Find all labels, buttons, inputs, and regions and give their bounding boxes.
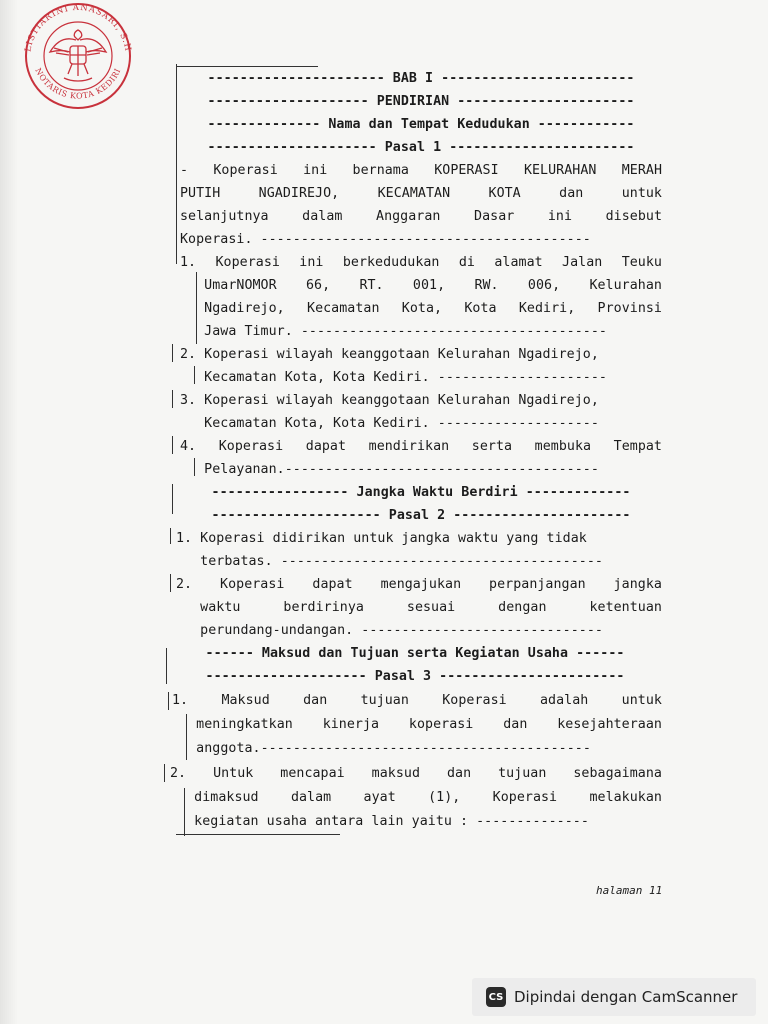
pasal1-item3-line: 3. Koperasi wilayah keanggotaan Kelurahan Ngadirejo,	[180, 393, 599, 408]
intro-line	[180, 208, 662, 226]
word: KECAMATAN	[377, 186, 451, 201]
word: kesejahteraan	[557, 717, 662, 732]
word: Kelurahan	[589, 278, 662, 293]
word: MERAH	[621, 163, 662, 178]
pasal1-item1-line	[180, 254, 662, 272]
page-number: halaman 11	[596, 884, 663, 897]
word: adalah	[540, 693, 589, 708]
pasal1-item4-line	[180, 438, 662, 456]
pasal1-item1-line	[180, 300, 662, 318]
margin-line	[176, 64, 177, 264]
word: KELURAHAN	[523, 163, 597, 178]
word: Maksud	[221, 693, 270, 708]
word: UmarNOMOR	[180, 278, 277, 293]
word: ini	[299, 255, 324, 270]
word: mendirikan	[368, 439, 450, 454]
word: 2.	[170, 766, 187, 781]
word: tujuan	[360, 693, 409, 708]
word: RT.	[359, 278, 384, 293]
camscanner-label: Dipindai dengan CamScanner	[514, 988, 738, 1006]
word: Dasar	[474, 209, 515, 224]
word: dengan	[498, 600, 547, 615]
frame-top-line	[176, 66, 318, 67]
word: dalam	[290, 790, 332, 805]
word: membuka	[534, 439, 592, 454]
pasal1-item4-line: Pelayanan.---------------------------------------	[180, 462, 599, 477]
word: Tempat	[613, 439, 662, 454]
garuda-emblem-icon	[50, 30, 106, 81]
pasal3-item2-line	[170, 789, 662, 807]
pasal2-item2-line	[176, 576, 662, 594]
pasal-3-heading: -------------------- Pasal 3 -----------------------	[205, 669, 625, 684]
word: Jalan	[562, 255, 603, 270]
word: Koperasi	[218, 439, 284, 454]
pasal1-item1-line: Jawa Timur. --------------------------------------	[180, 324, 607, 339]
word: Koperasi	[442, 693, 507, 708]
camscanner-badge	[472, 978, 756, 1016]
word: -	[180, 163, 189, 178]
word: di	[458, 255, 475, 270]
pasal3-item1-line	[172, 692, 662, 710]
word: 4.	[180, 439, 197, 454]
word: Teuku	[621, 255, 662, 270]
frame-bottom-line	[176, 834, 340, 835]
pasal-2-heading: --------------------- Pasal 2 ----------------------	[211, 508, 631, 523]
word: Koperasi	[220, 577, 285, 592]
section3-heading: ------ Maksud dan Tujuan serta Kegiatan Usaha ------	[205, 646, 625, 661]
pasal3-item1-line	[172, 716, 662, 734]
word: Koperasi	[492, 790, 558, 805]
stamp-bottom-text: NOTARIS KOTA KEDIRI	[33, 66, 123, 101]
scan-edge-shadow	[0, 0, 18, 1024]
word: dimaksud	[170, 790, 259, 805]
margin-line	[164, 764, 165, 782]
word: tujuan	[498, 766, 547, 781]
intro-line	[180, 185, 662, 203]
word: dapat	[305, 439, 347, 454]
word: untuk	[621, 693, 662, 708]
pasal-1-heading: --------------------- Pasal 1 -----------------------	[207, 140, 635, 155]
word: perpanjangan	[489, 577, 586, 592]
word: dan	[559, 186, 584, 201]
word: jangka	[613, 577, 662, 592]
margin-line	[172, 436, 173, 454]
word: KOTA	[488, 186, 521, 201]
bab-heading: ---------------------- BAB I ------------------------	[207, 71, 635, 86]
word: Provinsi	[597, 301, 662, 316]
word: dan	[446, 766, 472, 781]
word: disebut	[605, 209, 662, 224]
word: serta	[471, 439, 513, 454]
word: sesuai	[406, 600, 456, 615]
word: mencapai	[280, 766, 345, 781]
margin-line	[172, 344, 173, 362]
word: 006,	[527, 278, 561, 293]
margin-line	[170, 574, 171, 592]
word: Untuk	[213, 766, 254, 781]
word: 1.	[172, 693, 189, 708]
pendirian-heading: -------------------- PENDIRIAN ----------------------	[207, 94, 635, 109]
word: 2.	[176, 577, 193, 592]
word: Koperasi	[213, 163, 278, 178]
word: ini	[303, 163, 328, 178]
word: mengajukan	[380, 577, 462, 592]
pasal3-item1-line: anggota.-----------------------------------------	[172, 741, 591, 756]
pasal3-item2-line: kegiatan usaha antara lain yaitu : --------------	[170, 814, 589, 829]
pasal2-item1-line: terbatas. ----------------------------------------	[176, 554, 603, 569]
word: NGADIREJO,	[258, 186, 340, 201]
notary-stamp	[16, 0, 140, 112]
word: sebagaimana	[573, 766, 662, 781]
margin-line	[168, 692, 169, 710]
word: ini	[547, 209, 573, 224]
word: 1.	[180, 255, 197, 270]
word: RW.	[474, 278, 499, 293]
cs-logo-icon: CS	[486, 987, 506, 1007]
word: berdirinya	[283, 600, 364, 615]
stamp-top-text: LISTIARINI ANASARI, S.H	[23, 2, 133, 53]
word: Anggaran	[376, 209, 441, 224]
pasal2-item1-line: 1. Koperasi didirikan untuk jangka waktu yang tidak	[176, 531, 587, 546]
word: selanjutnya	[180, 209, 269, 224]
pasal1-item1-line	[180, 277, 662, 295]
pasal1-item2-line: Kecamatan Kota, Kota Kediri. ---------------------	[180, 370, 607, 385]
word: Kecamatan	[307, 301, 380, 316]
word: dan	[503, 717, 528, 732]
word: kinerja	[322, 717, 380, 732]
intro-line	[180, 162, 662, 180]
word: KOPERASI	[434, 163, 499, 178]
word: 66,	[305, 278, 331, 293]
word: ketentuan	[589, 600, 662, 615]
word: Ngadirejo,	[180, 301, 285, 316]
margin-line	[172, 484, 173, 514]
word: untuk	[621, 186, 662, 201]
pasal1-item3-line: Kecamatan Kota, Kota Kediri. --------------------	[180, 416, 599, 431]
margin-line	[166, 648, 167, 684]
word: meningkatkan	[172, 717, 293, 732]
word: berkedudukan	[342, 255, 440, 270]
word: 001,	[412, 278, 446, 293]
margin-line	[170, 528, 171, 544]
pasal2-item2-line: perundang-undangan. ------------------------------	[176, 623, 603, 638]
word: PUTIH	[180, 186, 221, 201]
section-heading: -------------- Nama dan Tempat Kedudukan ------------	[207, 117, 635, 132]
word: (1),	[428, 790, 461, 805]
svg-text:LISTIARINI ANASARI, S.H	[23, 3, 132, 53]
word: waktu	[176, 600, 241, 615]
margin-line	[172, 390, 173, 408]
intro-line: Koperasi. -----------------------------------------	[180, 232, 591, 247]
word: melakukan	[589, 790, 662, 805]
word: dalam	[302, 209, 343, 224]
pasal2-item2-line	[176, 599, 662, 617]
word: dapat	[312, 577, 353, 592]
word: Kediri,	[518, 301, 576, 316]
word: Kota,	[401, 301, 443, 316]
word: bernama	[352, 163, 409, 178]
section2-heading: ----------------- Jangka Waktu Berdiri -------------	[211, 485, 631, 500]
word: alamat	[494, 255, 543, 270]
word: koperasi	[408, 717, 474, 732]
pasal1-item2-line: 2. Koperasi wilayah keanggotaan Kelurahan Ngadirejo,	[180, 347, 599, 362]
word: dan	[303, 693, 328, 708]
word: maksud	[371, 766, 421, 781]
word: Koperasi	[215, 255, 280, 270]
pasal3-item2-line	[170, 765, 662, 783]
word: Kota	[464, 301, 497, 316]
word: ayat	[363, 790, 396, 805]
